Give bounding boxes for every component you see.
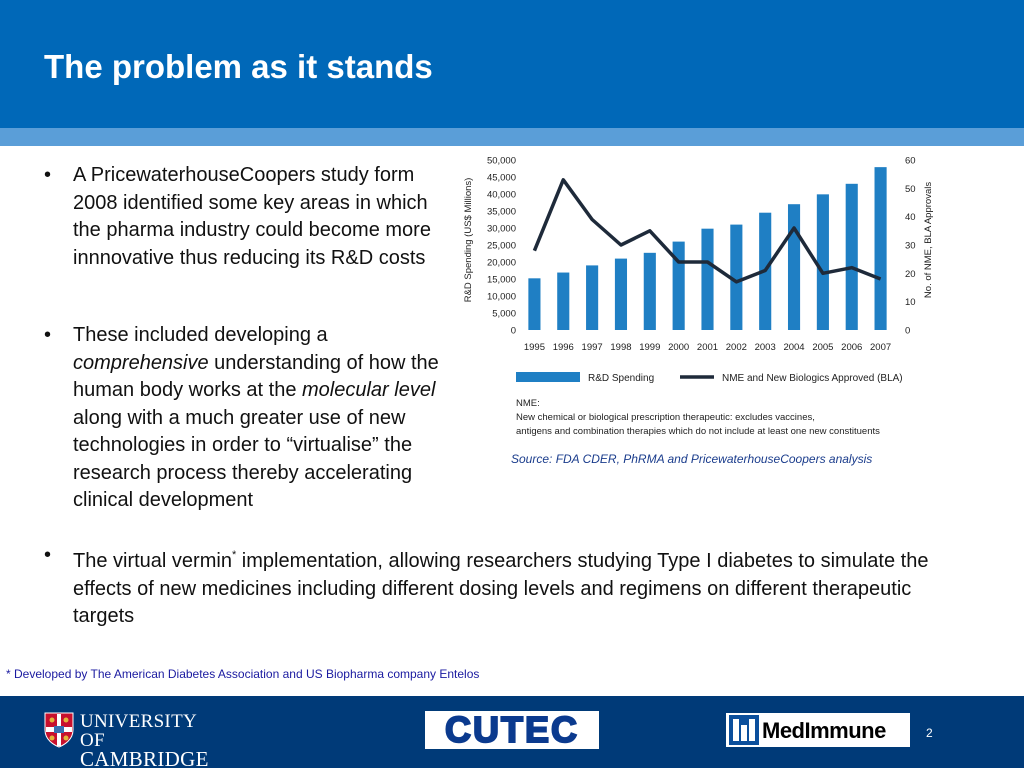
note-line-1: New chemical or biological prescription therapeutic: excludes vaccines, (516, 412, 815, 423)
y-axis-label-left: R&D Spending (US$ Millions) (463, 177, 474, 303)
bullet-text: These included developing a (73, 324, 334, 346)
x-tick: 1996 (552, 342, 574, 353)
x-tick: 1995 (523, 342, 545, 353)
y-tick-left: 25,000 (486, 240, 516, 252)
bullet-text: along with a much greater use of new technologies in order to “virtualise” the research process thereby accelerating clinical development (73, 379, 441, 511)
header-stripe (0, 128, 1024, 146)
page-number: 2 (926, 726, 933, 740)
cambridge-wordmark (80, 712, 219, 769)
bar-2004 (788, 204, 800, 330)
y-tick-right: 30 (905, 240, 916, 252)
slide-title: The problem as it stands (44, 48, 433, 85)
y-tick-left: 35,000 (486, 206, 516, 218)
y-tick-right: 10 (905, 297, 916, 309)
bullet-developing (44, 322, 463, 515)
cutec-logo (425, 711, 599, 749)
x-tick: 1997 (581, 342, 603, 353)
y-axis-label-right: No. of NME, BLA Approvals (923, 181, 934, 299)
y-tick-right: 50 (905, 183, 916, 195)
note-line-2: antigens and combination therapies which do not include at least one new constituents (516, 426, 880, 437)
bullet-text: The virtual vermin (73, 550, 232, 572)
bullet-text: implementation, allowing researchers studying Type I diabetes to simulate the effects of new medicines including different dosing levels and regimens on different therapeutic targets (73, 550, 935, 627)
chart-svg (458, 150, 958, 450)
bar-1997 (586, 265, 598, 330)
x-tick: 1998 (610, 342, 632, 353)
medimmune-mark-icon (729, 715, 759, 745)
y-tick-left: 20,000 (486, 257, 516, 269)
bar-2005 (817, 194, 829, 330)
y-tick-right: 0 (905, 325, 911, 337)
footnote-marker: * (231, 549, 237, 561)
header-bar (0, 0, 1024, 128)
chart-source: Source: FDA CDER, PhRMA and PricewaterhouseCoopers analysis (511, 452, 873, 466)
cutec-text: CUTEC (445, 711, 579, 749)
y-tick-left: 45,000 (486, 172, 516, 184)
bullet-virtual-vermin (44, 542, 973, 631)
bullet-marker: • (44, 324, 52, 346)
y-tick-left: 0 (510, 325, 516, 337)
bar-2006 (846, 184, 858, 330)
bullet-marker: • (44, 164, 52, 186)
rd-spending-chart (458, 150, 958, 450)
bar-1999 (644, 253, 656, 330)
x-tick: 2001 (696, 342, 719, 353)
x-tick: 2005 (812, 342, 834, 353)
y-tick-left: 10,000 (486, 291, 516, 303)
cambridge-line-1: UNIVERSITY OF (80, 711, 197, 751)
footnote: * Developed by The American Diabetes Association and US Biopharma company Entelos (6, 667, 480, 681)
cutec-wordmark-icon (425, 711, 599, 749)
bullet-text: understanding of how the human body works at the (73, 351, 445, 401)
y-tick-right: 60 (905, 155, 916, 167)
bar-2007 (875, 167, 887, 330)
x-tick: 1999 (639, 342, 661, 353)
y-tick-left: 40,000 (486, 189, 516, 201)
cambridge-line-2: CAMBRIDGE (80, 747, 209, 771)
x-tick: 2007 (870, 342, 892, 353)
medimmune-wordmark: MedImmune (762, 718, 886, 743)
cambridge-crest-icon (44, 712, 74, 748)
y-tick-left: 15,000 (486, 274, 516, 286)
x-tick: 2004 (783, 342, 805, 353)
x-tick: 2002 (725, 342, 747, 353)
y-tick-left: 5,000 (492, 308, 516, 320)
footer-bar (0, 696, 1024, 771)
medimmune-logo (726, 713, 910, 747)
x-tick: 2000 (668, 342, 690, 353)
university-of-cambridge-logo (44, 711, 219, 771)
x-tick: 2003 (754, 342, 776, 353)
bar-2001 (701, 229, 713, 330)
emphasis-molecular-level: molecular level (302, 379, 436, 401)
y-tick-left: 30,000 (486, 223, 516, 235)
legend-bar-swatch (516, 372, 580, 382)
bar-1996 (557, 273, 569, 330)
emphasis-comprehensive: comprehensive (73, 351, 209, 374)
y-tick-left: 50,000 (486, 155, 516, 167)
y-tick-right: 40 (905, 212, 916, 224)
bar-1995 (528, 278, 540, 330)
legend-line-label: NME and New Biologics Approved (BLA) (722, 373, 903, 384)
note-title: NME: (516, 398, 540, 409)
bullet-pwc-study (44, 162, 453, 272)
y-tick-right: 20 (905, 268, 916, 280)
bullet-text: A PricewaterhouseCoopers study form 2008 identified some key areas in which the pharma industry could become more innnovative thus reducing its R&D costs (73, 164, 437, 269)
bar-1998 (615, 259, 627, 330)
bullet-marker: • (44, 544, 52, 566)
legend-bar-label: R&D Spending (588, 373, 655, 384)
x-tick: 2006 (841, 342, 863, 353)
